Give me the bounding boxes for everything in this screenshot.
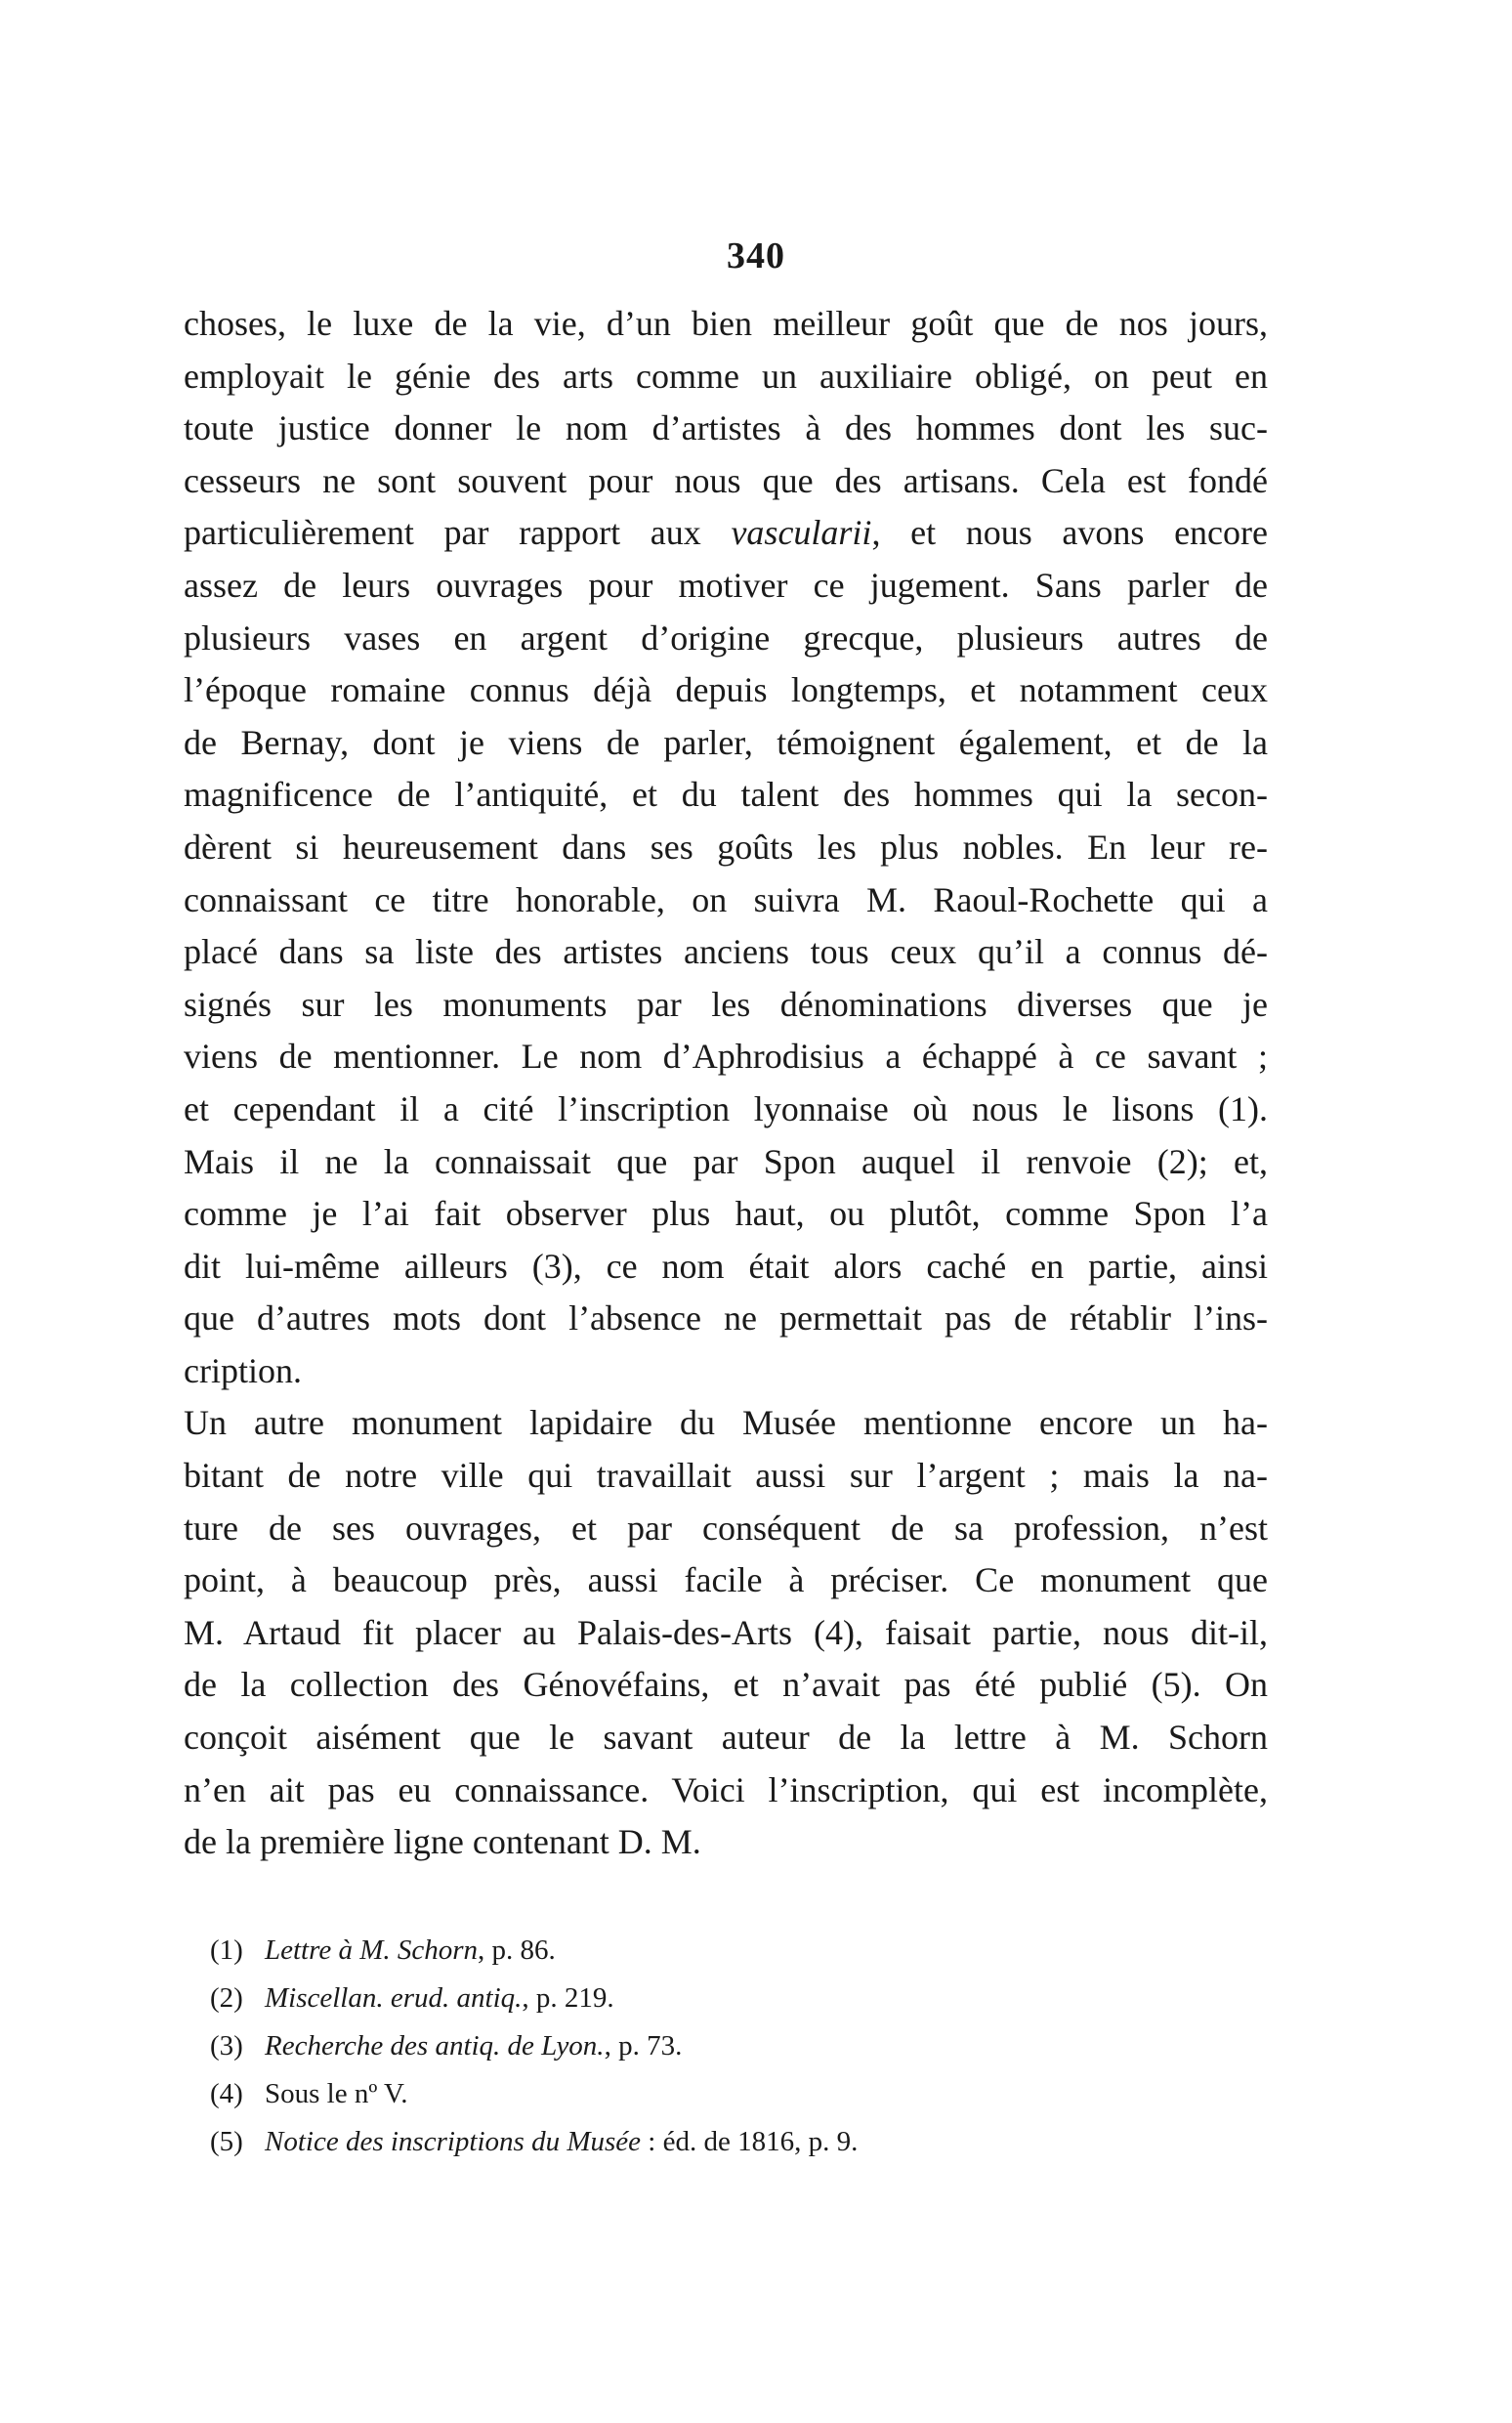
footnote-number: (5) <box>210 2126 243 2157</box>
text-line: connaissant ce titre honorable, on suivra M. Raoul-Rochette qui a <box>184 879 1268 919</box>
footnote <box>210 1975 1089 2022</box>
text-line: magnificence de l’antiquité, et du talent des hommes qui la secon- <box>184 775 1268 815</box>
text-line: cription. <box>184 1350 302 1390</box>
text-line: n’en ait pas eu connaissance. Voici l’inscription, qui est incomplète, <box>184 1769 1268 1809</box>
footnote-title: Miscellan. erud. antiq. <box>265 1982 523 2014</box>
text-line: l’époque romaine connus déjà depuis longtemps, et notamment ceux <box>184 670 1268 710</box>
text-line: ture de ses ouvrages, et par conséquent de sa profession, n’est <box>184 1508 1268 1548</box>
footnote <box>210 1927 1089 1975</box>
footnote-reference: , p. 73. <box>604 2030 683 2062</box>
text-line: point, à beaucoup près, aussi facile à préciser. Ce monument que <box>184 1560 1268 1600</box>
footnote-number: (4) <box>210 2078 243 2109</box>
footnote <box>210 2070 1089 2118</box>
text-line: de Bernay, dont je viens de parler, témoignent également, et de la <box>184 722 1268 762</box>
text-line: toute justice donner le nom d’artistes à des hommes dont les suc- <box>184 408 1268 448</box>
text-line: employait le génie des arts comme un auxiliaire obligé, on peut en <box>184 356 1268 396</box>
text-line: que d’autres mots dont l’absence ne permettait pas de rétablir l’ins- <box>184 1298 1268 1339</box>
text-line: de la première ligne contenant D. M. <box>184 1822 701 1862</box>
text-line: viens de mentionner. Le nom d’Aphrodisius a échappé à ce savant ; <box>184 1037 1268 1077</box>
footnote-reference: : éd. de 1816, p. 9. <box>641 2126 859 2157</box>
text-line: comme je l’ai fait observer plus haut, ou plutôt, comme Spon l’a <box>184 1194 1268 1234</box>
text-line: de la collection des Génovéfains, et n’avait pas été publié (5). On <box>184 1665 1268 1705</box>
footnote-reference: Sous le nº V. <box>265 2078 408 2109</box>
text-line: particulièrement par rapport aux vascularii, et nous avons encore <box>184 513 1268 553</box>
footnote-title: Recherche des antiq. de Lyon. <box>265 2030 605 2062</box>
footnote-reference: , p. 86. <box>478 1934 556 1966</box>
footnote-number: (2) <box>210 1982 243 2014</box>
text-line: conçoit aisément que le savant auteur de la lettre à M. Schorn <box>184 1718 1268 1758</box>
footnote-title: Notice des inscriptions du Musée <box>265 2126 642 2157</box>
text-line: dèrent si heureusement dans ses goûts les plus nobles. En leur re- <box>184 827 1268 867</box>
footnote-title: Lettre à M. Schorn <box>265 1934 479 1966</box>
text-line: signés sur les monuments par les dénominations diverses que je <box>184 984 1268 1024</box>
page-number: 340 <box>727 235 785 276</box>
text-line: Un autre monument lapidaire du Musée mentionne encore un ha- <box>184 1403 1268 1443</box>
text-line: bitant de notre ville qui travaillait aussi sur l’argent ; mais la na- <box>184 1456 1268 1496</box>
text-line: choses, le luxe de la vie, d’un bien meilleur goût que de nos jours, <box>184 304 1268 343</box>
text-line: assez de leurs ouvrages pour motiver ce jugement. Sans parler de <box>184 565 1268 605</box>
text-line: Mais il ne la connaissait que par Spon auquel il renvoie (2); et, <box>184 1141 1268 1181</box>
footnote-reference: , p. 219. <box>522 1982 614 2014</box>
text-line: plusieurs vases en argent d’origine grecque, plusieurs autres de <box>184 617 1268 658</box>
text-line: cesseurs ne sont souvent pour nous que des artisans. Cela est fondé <box>184 460 1268 500</box>
text-line: dit lui-même ailleurs (3), ce nom était alors caché en partie, ainsi <box>184 1246 1268 1286</box>
footnote <box>210 2022 1089 2070</box>
body-text <box>184 298 1268 1869</box>
text-line: M. Artaud fit placer au Palais-des-Arts (4), faisait partie, nous dit-il, <box>184 1612 1268 1652</box>
footnotes <box>210 1927 1089 2166</box>
text-line: et cependant il a cité l’inscription lyonnaise où nous le lisons (1). <box>184 1088 1268 1128</box>
footnote <box>210 2118 1089 2166</box>
footnote-number: (1) <box>210 1934 243 1966</box>
text-line: placé dans sa liste des artistes anciens tous ceux qu’il a connus dé- <box>184 932 1268 972</box>
footnote-number: (3) <box>210 2030 243 2062</box>
